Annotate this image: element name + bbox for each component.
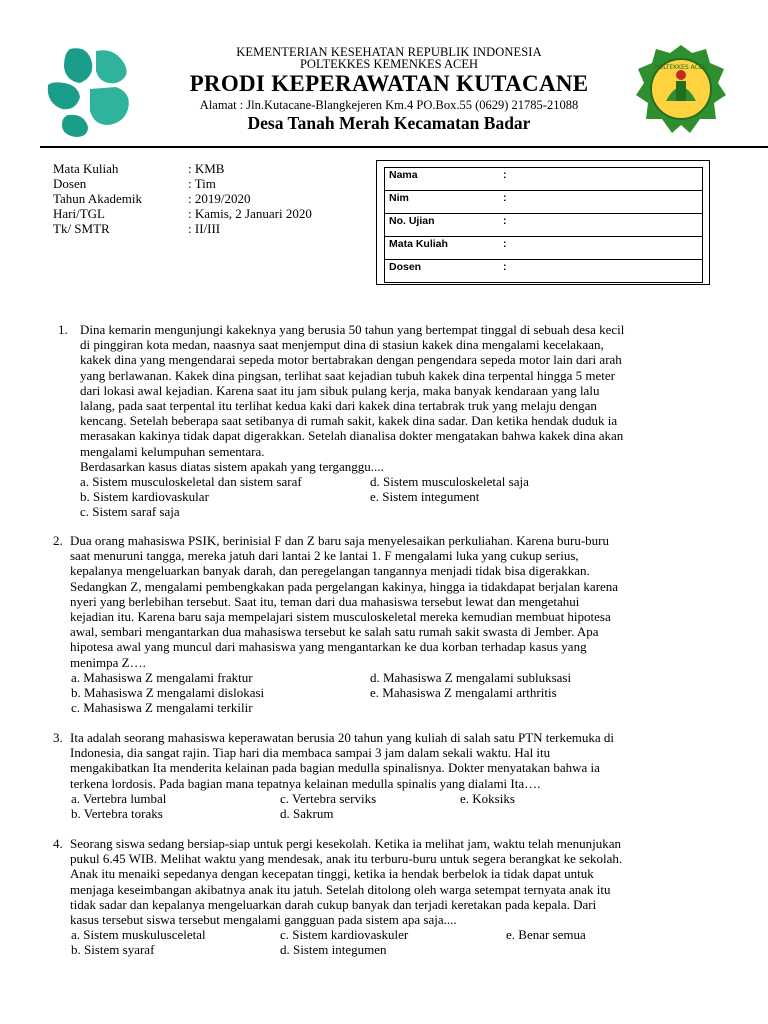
answer-option[interactable]: e. Sistem integument [370, 489, 480, 504]
question-line: Sedangkan Z, mengalami pembengkakan pada pergelangan kakinya, hingga ia tidakdapat berjalan karena [70, 578, 619, 594]
identity-value-field[interactable]: : [499, 237, 703, 260]
course-row [53, 191, 251, 206]
address: Alamat : Jln.Kutacane-Blangkejeren Km.4 PO.Box.55 (0629) 21785-21088 [199, 98, 579, 112]
course-value: : Kamis, 2 Januari 2020 [188, 206, 312, 221]
question-line: Indonesia, dia sangat rajin. Tiap hari dia membaca sampai 3 jam dalam sekali waktu. Hal itu [70, 745, 551, 761]
course-value: : 2019/2020 [188, 191, 251, 206]
institution-name: POLTEKKES KEMENKES ACEH [299, 57, 479, 71]
answer-option[interactable]: a. Vertebra lumbal [71, 791, 167, 806]
question-text [80, 322, 715, 474]
kemenkes-logo [40, 43, 136, 139]
question-text [70, 533, 715, 670]
identity-label: No. Ujian [385, 214, 500, 237]
location: Desa Tanah Merah Kecamatan Badar [247, 113, 531, 133]
course-label: Hari/TGL [53, 206, 105, 221]
identity-row-dosen [385, 260, 703, 283]
identity-row-nim [385, 191, 703, 214]
identity-value-field[interactable]: : [499, 168, 703, 191]
identity-value-field[interactable]: : [499, 260, 703, 283]
question-line: terkena lordosis. Pada bagian mana tepatnya kelainan medulla spinalis yang dialami Ita…. [70, 775, 541, 791]
answer-option[interactable]: e. Koksiks [460, 791, 515, 806]
question-line: Berdasarkan kasus diatas sistem apakah yang terganggu.... [80, 458, 384, 474]
course-row [53, 161, 225, 176]
answer-option[interactable]: a. Sistem musculoskeletal dan sistem saraf [80, 474, 302, 489]
question-number: 2. [53, 533, 63, 548]
question-number: 4. [53, 836, 63, 851]
poltekkes-logo [632, 43, 730, 137]
question-line: hipotesa awal yang muncul dari mahasiswa yang mengantarkan ke dua korban terhadap kasus yang [70, 639, 587, 655]
identity-row-nama [385, 168, 703, 191]
ministry-name: KEMENTERIAN KESEHATAN REPUBLIK INDONESIA [236, 45, 542, 59]
question-line: pukul 6.45 WIB. Melihat waktu yang mendesak, anak itu terburu-buru untuk segera berangkat ke sekolah. [70, 851, 623, 867]
question-4 [53, 836, 715, 927]
student-identity-box [376, 160, 710, 285]
question-line: merasakan kakinya tidak dapat digerakkan. Setelah dianalisa dokter mengatakan bahwa kakek dina akan [80, 428, 624, 444]
identity-label: Nama [385, 168, 500, 191]
question-line: dari lokasi awal kejadian. Karena saat itu jam sibuk pulang kerja, maka banyak kendaraan yang lalu [80, 382, 600, 398]
question-line: Seorang siswa sedang bersiap-siap untuk pergi kesekolah. Ketika ia melihat jam, waktu telah menunjukan [70, 836, 622, 851]
course-label: Tk/ SMTR [53, 221, 110, 236]
question-line: kasus tersebut siswa tersebut mengalami gangguan pada sistem apa saja.... [70, 912, 457, 928]
identity-label: Nim [385, 191, 500, 214]
identity-value-field[interactable]: : [499, 214, 703, 237]
identity-label: Mata Kuliah [385, 237, 500, 260]
question-line: awal, sembari mengantarkan dua mahasiswa tersebut ke salah satu rumah sakit swasta di Jember. Apa [70, 624, 599, 640]
question-line: nyeri yang berlebihan tersebut. Saat itu, teman dari dua mahasiswa tersebut lewat dan mengetahui [70, 593, 580, 609]
course-label: Tahun Akademik [53, 191, 142, 206]
question-2 [53, 533, 715, 670]
question-number: 1. [58, 322, 68, 337]
answer-option[interactable]: d. Sistem musculoskeletal saja [370, 474, 529, 489]
question-line: Anak itu menaiki sepedanya dengan kecepatan tinggi, ketika ia hendak berbelok ia tidak dapat untuk [70, 866, 594, 882]
answer-option[interactable]: c. Sistem kardiovaskuler [280, 927, 409, 942]
question-line: Dina kemarin mengunjungi kakeknya yang berusia 50 tahun yang bertempat tinggal di sebuah desa kecil [80, 322, 625, 337]
poltekkes-logo-text: POLTEKKES ACEH [654, 64, 708, 71]
answer-option[interactable]: b. Mahasiswa Z mengalami dislokasi [71, 685, 265, 700]
answer-option[interactable]: d. Sistem integumen [280, 942, 387, 957]
course-value: : KMB [188, 161, 225, 176]
answer-option[interactable]: a. Sistem muskulusceletal [71, 927, 206, 942]
answer-option[interactable]: b. Sistem kardiovaskular [80, 489, 209, 504]
question-line: menjaga keseimbangan akibatnya anak itu jatuh. Setelah ditolong oleh warga setempat ternyata anak itu [70, 881, 611, 897]
question-line: mengalami kelumpuhan sementara. [80, 443, 265, 459]
answer-option[interactable]: e. Mahasiswa Z mengalami arthritis [370, 685, 557, 700]
question-line: kejadian itu. Karena baru saja mempelajari sistem musculoskeletal mereka kemudian membuat hipotesa [70, 609, 611, 625]
question-number: 3. [53, 730, 63, 745]
question-3 [53, 730, 715, 791]
answer-option[interactable]: c. Mahasiswa Z mengalami terkilir [71, 700, 253, 715]
answer-option[interactable]: c. Vertebra serviks [280, 791, 377, 806]
question-line: kakek dina yang mengendarai sepeda motor bertabrakan dengan pengendara sepeda motor lain dari arah [80, 352, 622, 368]
identity-value-field[interactable]: : [499, 191, 703, 214]
question-text [70, 836, 715, 927]
answer-option[interactable]: b. Vertebra toraks [71, 806, 163, 821]
question-line: kepalanya mengeluarkan banyak darah, dan peregelangan tangannya menjadi tidak bisa digerakkan. [70, 563, 590, 579]
answer-option[interactable]: d. Sakrum [280, 806, 334, 821]
question-line: Ita adalah seorang mahasiswa keperawatan berusia 20 tahun yang kuliah di salah satu PTN terkemuka di [70, 730, 615, 745]
question-line: di pinggiran kota medan, naasnya saat menjemput dina di stasiun kakek dina mengalami kecelakaan, [80, 337, 604, 353]
course-info [53, 161, 312, 236]
program-title: PRODI KEPERAWATAN KUTACANE [189, 71, 589, 96]
answer-option[interactable]: c. Sistem saraf saja [80, 504, 180, 519]
question-text [70, 730, 715, 791]
answer-option[interactable]: e. Benar semua [506, 927, 586, 942]
course-row [53, 221, 221, 236]
question-1 [53, 322, 715, 474]
course-row [53, 206, 312, 221]
question-line: menimpa Z…. [70, 654, 146, 670]
course-value: : II/III [188, 221, 221, 236]
course-label: Dosen [53, 176, 87, 191]
answer-option[interactable]: d. Mahasiswa Z mengalami subluksasi [370, 670, 572, 685]
identity-row-mata-kuliah [385, 237, 703, 260]
question-line: mengakibatkan Ita menderita kelainan pada bagian medulla spinalisnya. Dokter menyatakan bahwa ia [70, 760, 600, 776]
answer-option[interactable]: b. Sistem syaraf [71, 942, 155, 957]
question-line: lalang, pada saat terpental itu terlihat kedua kaki dari kakek dina tertabrak truk yang melaju dengan [80, 398, 597, 414]
question-line: yang berlawanan. Kakek dina pingsan, terlihat saat kejadian tubuh kakek dina terpental hingga 5 meter [80, 367, 615, 383]
question-line: tidak sadar dan kepalanya mengeluarkan darah cukup banyak dan terjadi keretakan pada kepala. Dari [70, 896, 597, 912]
course-row [53, 176, 216, 191]
question-line: Dua orang mahasiswa PSIK, berinisial F dan Z baru saja menyelesaikan perkuliahan. Karena buru-buru [70, 533, 609, 548]
header-divider [40, 146, 768, 148]
identity-table [384, 167, 703, 283]
identity-label: Dosen [385, 260, 500, 283]
question-line: kencang. Setelah beberapa saat setibanya di rumah sakit, kakek dina sadar. Dan ketika hendak duduk ia [80, 413, 618, 429]
identity-row-no-ujian [385, 214, 703, 237]
question-line: saat menuruni tangga, mereka jatuh dari lantai 2 ke lantai 1. F mengalami luka yang cukup serius, [70, 548, 579, 564]
answer-option[interactable]: a. Mahasiswa Z mengalami fraktur [71, 670, 253, 685]
course-value: : Tim [188, 176, 216, 191]
course-label: Mata Kuliah [53, 161, 119, 176]
